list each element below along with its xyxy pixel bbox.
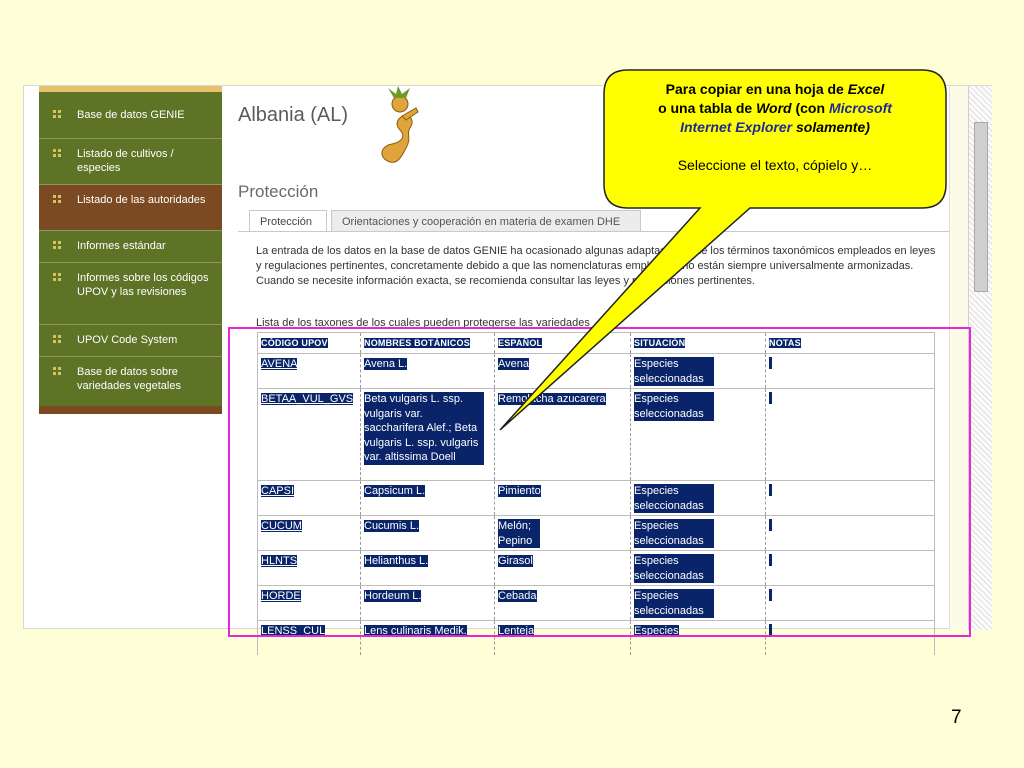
- botanical-name: Cucumis L.: [364, 520, 420, 532]
- upov-code-link[interactable]: BETAA_VUL_GVS: [261, 393, 354, 405]
- sidebar-item-autoridades[interactable]: [39, 185, 222, 231]
- callout-line: o una tabla de Word (con Microsoft: [658, 100, 892, 116]
- header-label: NOTAS: [769, 338, 801, 348]
- botanical-name: Beta vulgaris L. ssp. vulgaris var. saccharifera Alef.; Beta vulgaris L. ssp. vulgaris var. altissima Doell: [364, 392, 484, 465]
- spanish-name: Pimiento: [498, 485, 541, 497]
- section-title: Protección: [238, 182, 319, 201]
- genie-mascot-icon: [372, 86, 424, 166]
- list-title: Lista de los taxones de los cuales pueden protegerse las variedades: [256, 317, 590, 329]
- sidebar-item-label: Informes estándar: [77, 240, 166, 252]
- sidebar-bottom-bar: [39, 406, 222, 414]
- botanical-name: Avena L.: [364, 358, 408, 370]
- spanish-name: Avena: [498, 358, 529, 370]
- status-text: Especies seleccionadas: [634, 392, 714, 421]
- upov-code-link[interactable]: CUCUM: [261, 520, 302, 532]
- status-text: Especies: [634, 625, 679, 637]
- intro-paragraph: La entrada de los datos en la base de datos GENIE ha ocasionado algunas adaptaciones de los términos taxonómicos empleados en leyes y regulaciones pertinentes, concretamente debido a que las nomenclaturas empleadas no están siempre universalmente armonizadas. Cuando se necesite información exacta, se recomienda consultar las leyes y regulaciones pertinentes.: [256, 245, 936, 287]
- sidebar-item-label: Listado de las autoridades: [77, 194, 206, 206]
- status-text: Especies seleccionadas: [634, 519, 714, 548]
- sidebar-item-label: Base de datos sobre variedades vegetales: [77, 366, 181, 392]
- spanish-name: Lenteja: [498, 625, 535, 637]
- upov-code-link[interactable]: HORDE: [261, 590, 301, 602]
- spanish-name: Girasol: [498, 555, 533, 567]
- callout-line: Para copiar en una hoja de Excel: [665, 81, 885, 97]
- bullet-icon: [53, 367, 61, 375]
- bullet-icon: [53, 241, 61, 249]
- tab-orientaciones-dhe[interactable]: Orientaciones y cooperación en materia de examen DHE: [331, 210, 641, 232]
- upov-code-link[interactable]: LENSS_CUL: [261, 625, 326, 637]
- upov-code-link[interactable]: AVENA: [261, 358, 298, 370]
- upov-code-link[interactable]: CAPSI: [261, 485, 295, 497]
- sidebar-item-upov-code-system[interactable]: [39, 325, 222, 357]
- sidebar-item-label: UPOV Code System: [77, 334, 178, 346]
- page-title: Albania (AL): [238, 104, 349, 126]
- sidebar-item-variedades[interactable]: [39, 357, 222, 404]
- sidebar-item-informes[interactable]: [39, 231, 222, 263]
- spanish-name: Remolacha azucarera: [498, 393, 606, 405]
- header-label: CÓDIGO UPOV: [261, 338, 328, 348]
- tab-proteccion[interactable]: Protección: [249, 210, 327, 232]
- sidebar-item-genie[interactable]: [39, 92, 222, 139]
- bullet-icon: [53, 335, 61, 343]
- status-text: Especies seleccionadas: [634, 484, 714, 513]
- bullet-icon: [53, 149, 61, 157]
- bullet-icon: [53, 273, 61, 281]
- vertical-scrollbar[interactable]: [968, 86, 992, 630]
- sidebar-item-cultivos[interactable]: [39, 139, 222, 185]
- sidebar-item-codigos-upov[interactable]: [39, 263, 222, 325]
- sidebar-item-label: Listado de cultivos / especies: [77, 148, 174, 174]
- scrollbar-thumb[interactable]: [974, 122, 988, 292]
- header-label: NOMBRES BOTÁNICOS: [364, 338, 470, 348]
- bullet-icon: [53, 110, 61, 118]
- callout-line: Internet Explorer solamente): [680, 119, 870, 135]
- status-text: Especies seleccionadas: [634, 357, 714, 386]
- header-label: SITUACIÓN: [634, 338, 686, 348]
- sidebar-item-label: Base de datos GENIE: [77, 109, 185, 121]
- header-label: ESPAÑOL: [498, 338, 543, 348]
- sidebar-item-label: Informes sobre los códigos UPOV y las revisiones: [77, 272, 209, 298]
- botanical-name: Lens culinaris Medik.: [364, 625, 467, 637]
- status-text: Especies seleccionadas: [634, 589, 714, 618]
- sidebar-nav: [39, 92, 222, 412]
- botanical-name: Capsicum L.: [364, 485, 426, 497]
- botanical-name: Hordeum L.: [364, 590, 422, 602]
- callout-text: [606, 80, 944, 175]
- status-text: Especies seleccionadas: [634, 554, 714, 583]
- bullet-icon: [53, 195, 61, 203]
- spanish-name: Melón; Pepino: [498, 519, 540, 548]
- callout-line: Seleccione el texto, cópielo y…: [677, 157, 873, 173]
- slide-number: 7: [951, 707, 962, 728]
- spanish-name: Cebada: [498, 590, 537, 602]
- botanical-name: Helianthus L.: [364, 555, 429, 567]
- upov-code-link[interactable]: HLNTS: [261, 555, 298, 567]
